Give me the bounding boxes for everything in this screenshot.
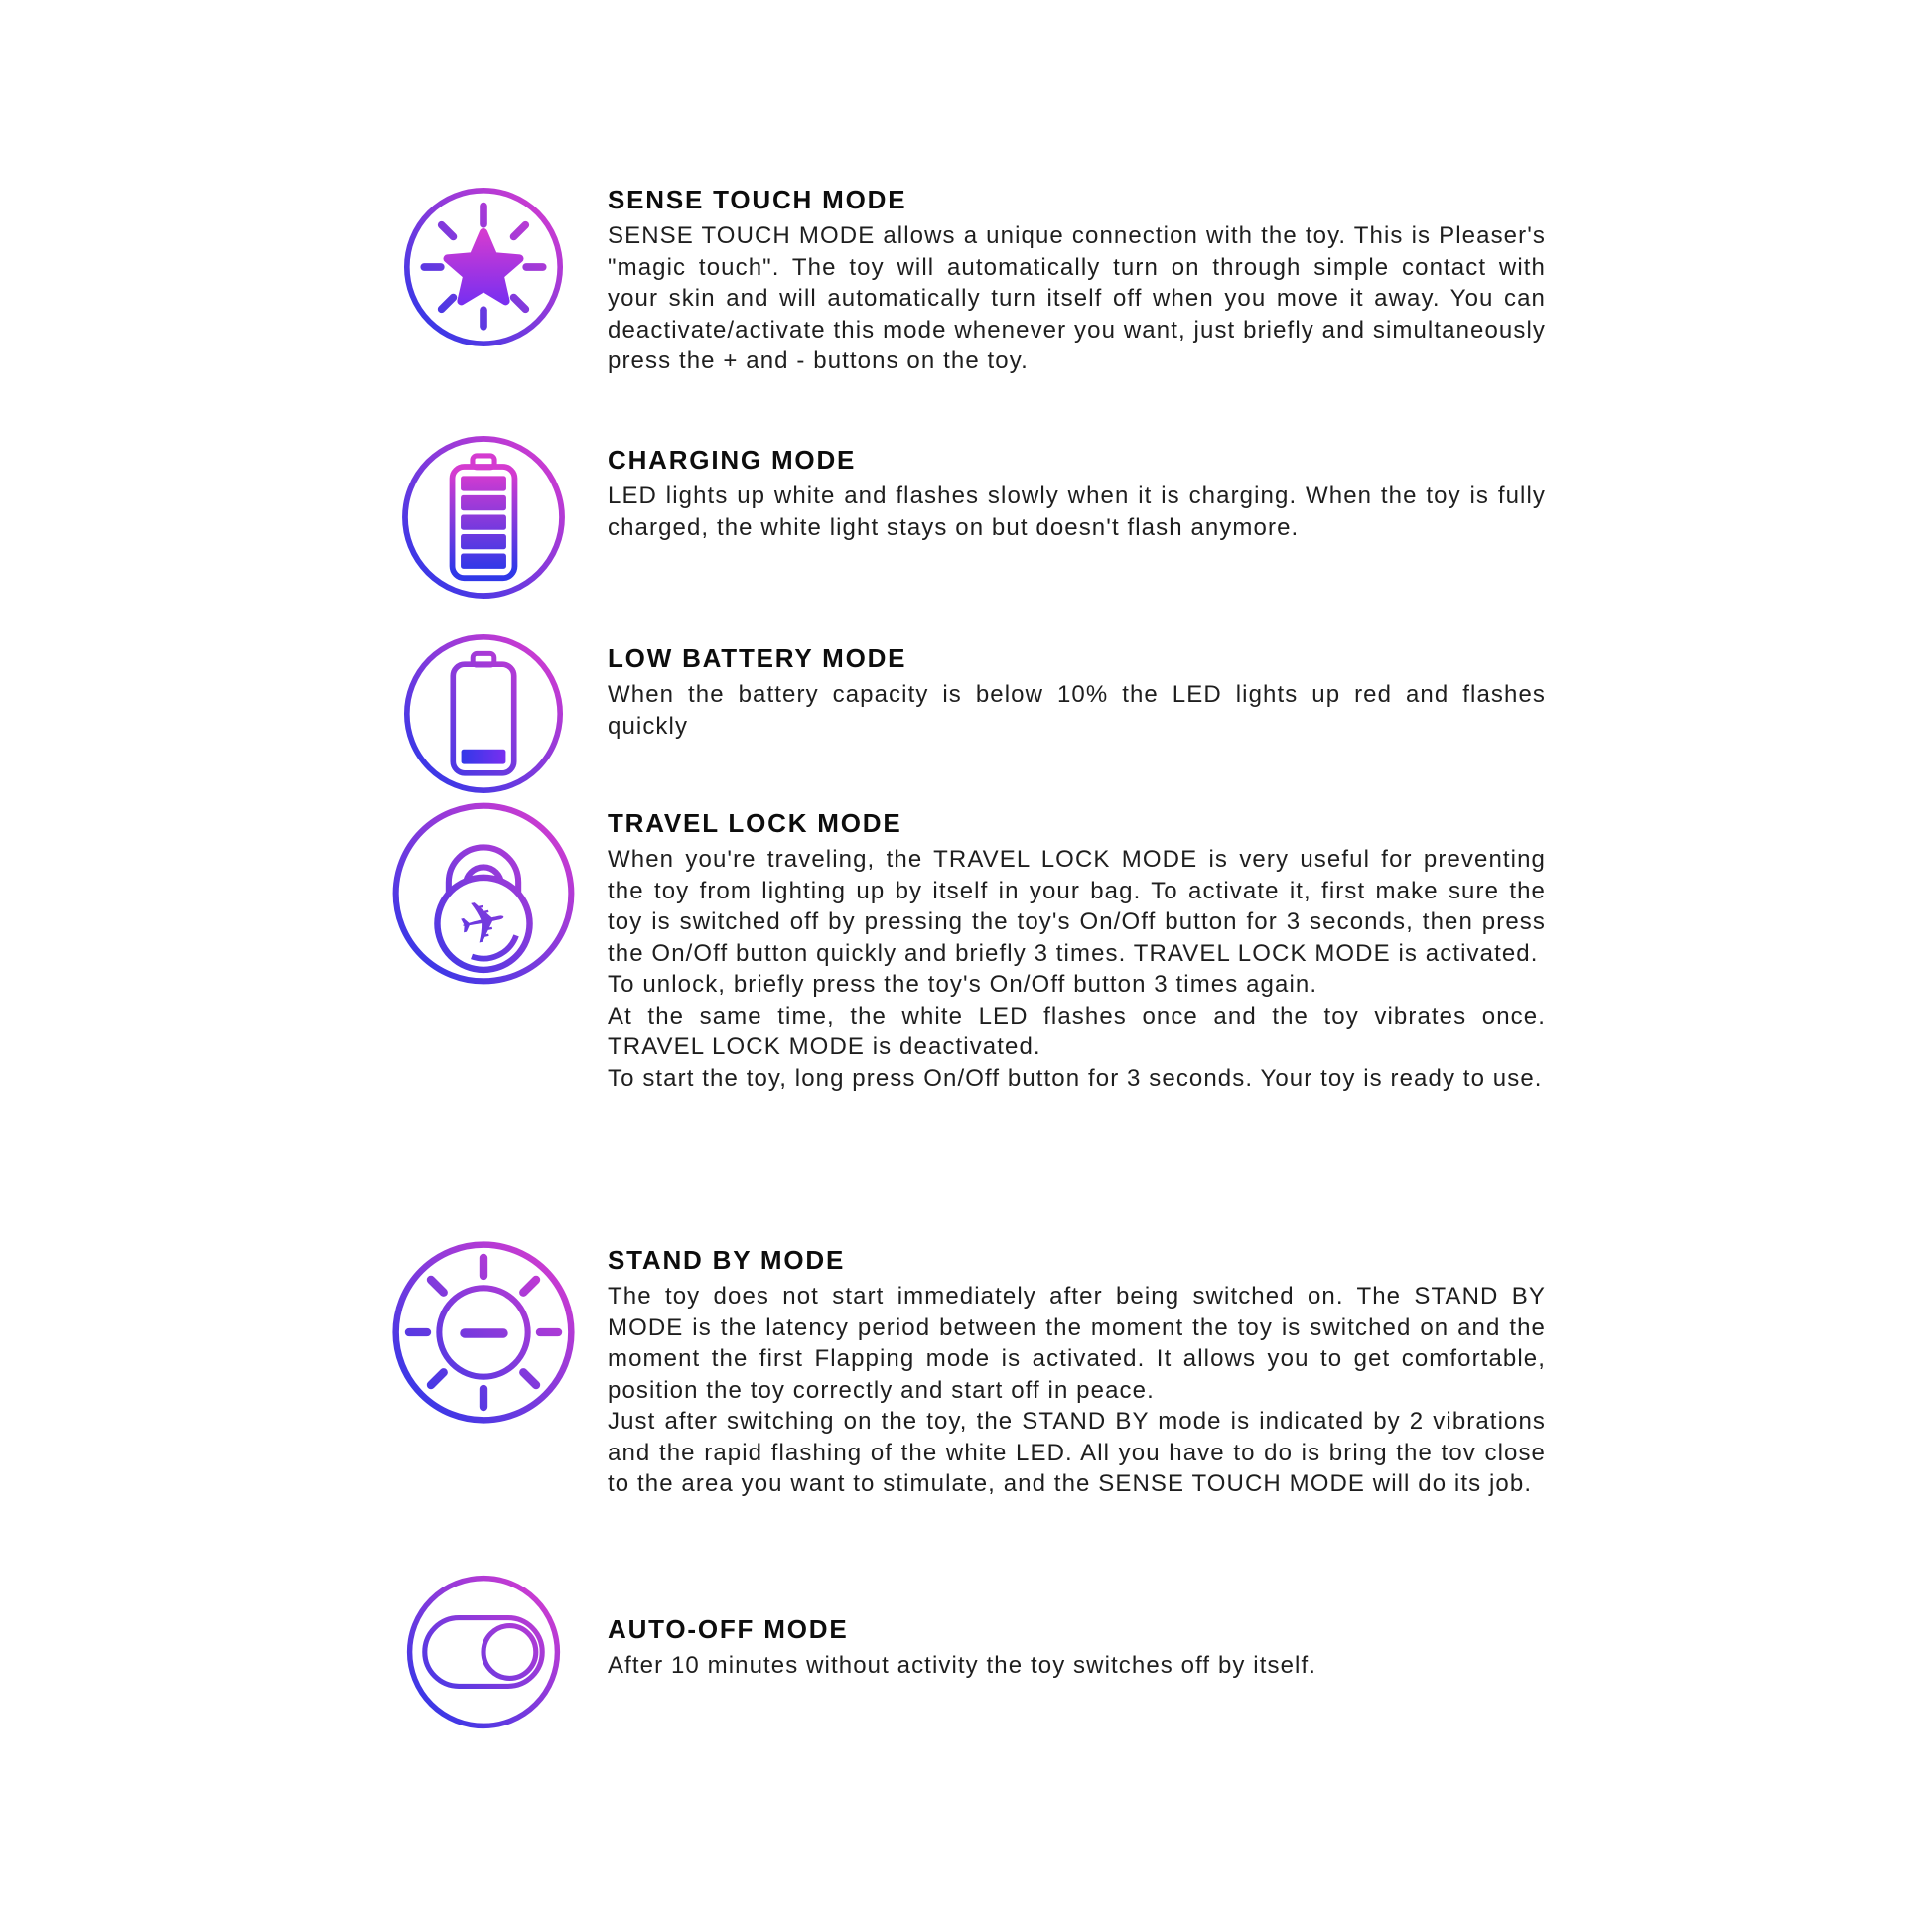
section-paragraph: At the same time, the white LED flashes once and the toy vibrates once. TRAVEL LOCK MODE is deactivated. (608, 1002, 1546, 1060)
section-paragraph: When you're traveling, the TRAVEL LOCK MODE is very useful for preventing the toy from lighting up by itself in your bag. To activate it, first make sure the toy is switched off by pressing the toy's On/Off button for 3 seconds, then press the On/Off button quickly and briefly 3 times. TRAVEL LOCK MODE is activated. (608, 846, 1546, 967)
section-title: TRAVEL LOCK MODE (608, 808, 902, 838)
section-sense-touch-mode (389, 185, 1932, 445)
section-title: SENSE TOUCH MODE (608, 185, 907, 214)
section-paragraph: To start the toy, long press On/Off button for 3 seconds. Your toy is ready to use. (608, 1064, 1543, 1092)
standby-icon (389, 1238, 578, 1427)
section-paragraph: Just after switching on the toy, the STAND BY mode is indicated by 2 vibrations and the rapid flashing of the white LED. All you have to do is bring the tov close to the area you want to stimulate, and the SENSE TOUCH MODE will do its job. (608, 1408, 1546, 1497)
section-title: CHARGING MODE (608, 445, 857, 475)
section-title: AUTO-OFF MODE (608, 1614, 849, 1644)
airplane-icon: ✈ (452, 884, 515, 961)
section-low-battery-mode (389, 643, 1932, 808)
section-paragraph: When the battery capacity is below 10% the LED lights up red and flashes quickly (608, 681, 1546, 740)
section-paragraph: After 10 minutes without activity the toy switches off by itself. (608, 1652, 1317, 1679)
toggle-switch-icon (404, 1573, 563, 1731)
section-stand-by-mode (389, 1245, 1932, 1614)
section-title: LOW BATTERY MODE (608, 643, 907, 673)
section-charging-mode (389, 445, 1932, 643)
section-travel-lock-mode (389, 808, 1932, 1245)
star-burst-icon (401, 185, 566, 349)
section-paragraph: The toy does not start immediately after being switched on. The STAND BY MODE is the latency period between the moment the toy is switched on and the moment the first Flapping mode is activated. It allows you to get comfortable, position the toy correctly and start off in peace. (608, 1283, 1546, 1404)
section-paragraph: To unlock, briefly press the toy's On/Off button 3 times again. (608, 971, 1318, 998)
section-paragraph: LED lights up white and flashes slowly when it is charging. When the toy is fully charged, the white light stays on but doesn't flash anymore. (608, 483, 1546, 541)
travel-lock-icon (389, 799, 578, 988)
section-auto-off-mode (389, 1614, 1932, 1731)
section-title: STAND BY MODE (608, 1245, 846, 1275)
battery-low-icon (401, 631, 566, 796)
battery-charging-icon (399, 433, 568, 602)
section-paragraph: SENSE TOUCH MODE allows a unique connection with the toy. This is Pleaser's "magic touch". The toy will automatically turn on through simple contact with your skin and will automatically turn itself off when you move it away. You can deactivate/activate this mode whenever you want, just briefly and simultaneously press the + and - buttons on the toy. (608, 222, 1546, 374)
